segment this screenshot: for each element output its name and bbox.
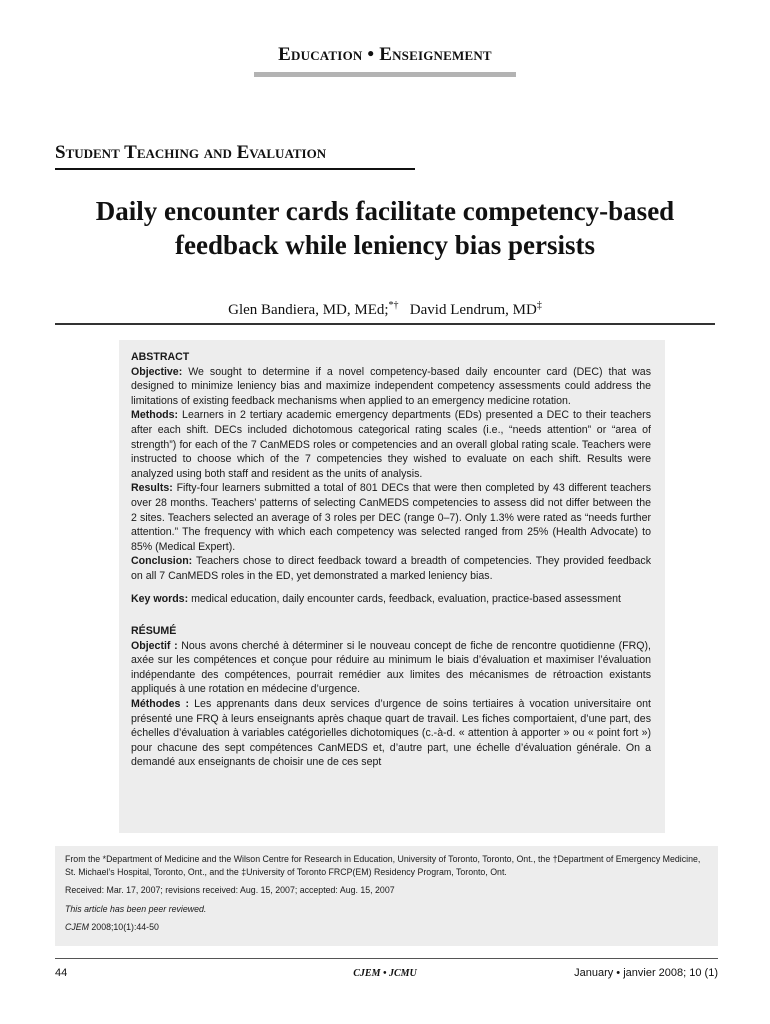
- objective-label: Objective:: [131, 365, 183, 378]
- header-rule: [254, 72, 516, 77]
- running-section-header: Education • Enseignement: [278, 44, 492, 65]
- affiliation-marks: *†: [388, 300, 399, 311]
- page-number: 44: [55, 967, 68, 979]
- title-line: Daily encounter cards facilitate competency-based: [95, 196, 675, 226]
- keywords-label: Key words:: [131, 592, 189, 605]
- methodes-label: Méthodes :: [131, 698, 190, 711]
- received-dates: Received: Mar. 17, 2007; revisions received: Aug. 15, 2007; accepted: Aug. 15, 2007: [65, 885, 395, 895]
- author-name: David Lendrum, MD: [409, 302, 537, 318]
- results-text: Fifty-four learners submitted a total of 801 DECs that were then completed by 43 different teachers over 28 months. Teachers’ patterns of selecting CanMEDS competencies to assess did not differ between the 2 sites. Teachers selected an average of 3 roles per DEC (range 0–7). Only 1.3% were rated as “needs further attention.” The frequency with which each competency was selected ranged from 25% (Health Advocate) to 85% (Medical Expert).: [131, 482, 651, 553]
- journal-mark: CJEM • JCMU: [353, 968, 417, 979]
- authors-rule: [55, 323, 715, 325]
- abstract-methods: [131, 408, 651, 481]
- citation-journal: CJEM: [65, 922, 89, 932]
- resume-methodes: [131, 697, 651, 770]
- conclusion-label: Conclusion:: [131, 555, 193, 568]
- author-line: [0, 300, 770, 319]
- issue-info: January • janvier 2008; 10 (1): [574, 967, 718, 979]
- affiliations: From the *Department of Medicine and the Wilson Centre for Research in Education, University of Toronto, Toronto, Ont., the †Department of Emergency Medicine, St. Michael’s Hospital, Toronto, Ont., and the ‡University of Toronto FRCP(EM) Residency Program, Toronto, Ont.: [65, 854, 701, 877]
- methods-label: Methods:: [131, 409, 179, 422]
- section-title: Student Teaching and Evaluation: [55, 142, 327, 163]
- footnote-box: [55, 846, 718, 946]
- methodes-text: Les apprenants dans deux services d’urgence de soins tertiaires à vocation universitaire ont présenté une FRQ à leurs enseignants après chaque quart de travail. Les fiches comportaient, d’une part, des échelles d’évaluation à variables catégorielles dichotomiques (c.-à-d. « attention à apporter » ou « point fort ») pour chacune des sept compétences CanMEDS et, d’autre part, une échelle d’évaluation générale. On a demandé aux enseignants de choisir une de ces sept: [131, 698, 651, 769]
- results-label: Results:: [131, 482, 173, 495]
- citation: [65, 921, 710, 934]
- keywords-text: medical education, daily encounter cards, feedback, evaluation, practice-based assessment: [191, 592, 621, 605]
- title-line: feedback while leniency bias persists: [174, 230, 595, 260]
- peer-review-note: This article has been peer reviewed.: [65, 903, 207, 914]
- section-rule: [55, 168, 415, 170]
- conclusion-text: Teachers chose to direct feedback toward a breadth of competencies. They provided feedback on all 7 CanMEDS roles in the ED, yet demonstrated a marked leniency bias.: [131, 555, 651, 582]
- abstract-heading: ABSTRACT: [131, 351, 190, 363]
- abstract-objective: [131, 365, 651, 409]
- abstract-results: [131, 481, 651, 554]
- resume-objectif: [131, 639, 651, 697]
- objective-text: We sought to determine if a novel competency-based daily encounter card (DEC) that was designed to minimize leniency bias and maximize independent competency assessments could address the limitations of existing feedback mechanisms when applied to an emergency medicine rotation.: [131, 365, 651, 407]
- keywords: [131, 592, 651, 607]
- objectif-text: Nous avons cherché à déterminer si le nouveau concept de fiche de rencontre quotidienne (FRQ), axée sur les compétences et conçue pour réduire au minimum le biais d’évaluation et maximiser l’évaluation indépendante des compétences, pourrait remédier aux limites des mécanismes de rétroaction existants appliqués à une rotation en médecine d’urgence.: [131, 639, 651, 696]
- abstract-conclusion: [131, 554, 651, 583]
- citation-details: 2008;10(1):44-50: [91, 922, 159, 932]
- author-name: Glen Bandiera, MD, MEd;: [228, 302, 389, 318]
- article-title: [40, 194, 730, 262]
- objectif-label: Objectif :: [131, 639, 178, 652]
- affiliation-marks: ‡: [536, 300, 542, 311]
- abstract-box: [119, 340, 665, 833]
- resume-heading: RÉSUMÉ: [131, 625, 177, 638]
- methods-text: Learners in 2 tertiary academic emergency departments (EDs) presented a DEC to their teachers after each shift. DECs included dichotomous categorical rating scales (i.e., “needs attention” or “area of strength”) for each of the 7 CanMEDS roles or competencies and an overall global rating scale. Teachers were instructed to choose which of the 7 competencies they wished to evaluate on each shift. Results were analyzed using both staff and resident as the units of analysis.: [131, 409, 651, 480]
- footer-rule: [55, 958, 718, 959]
